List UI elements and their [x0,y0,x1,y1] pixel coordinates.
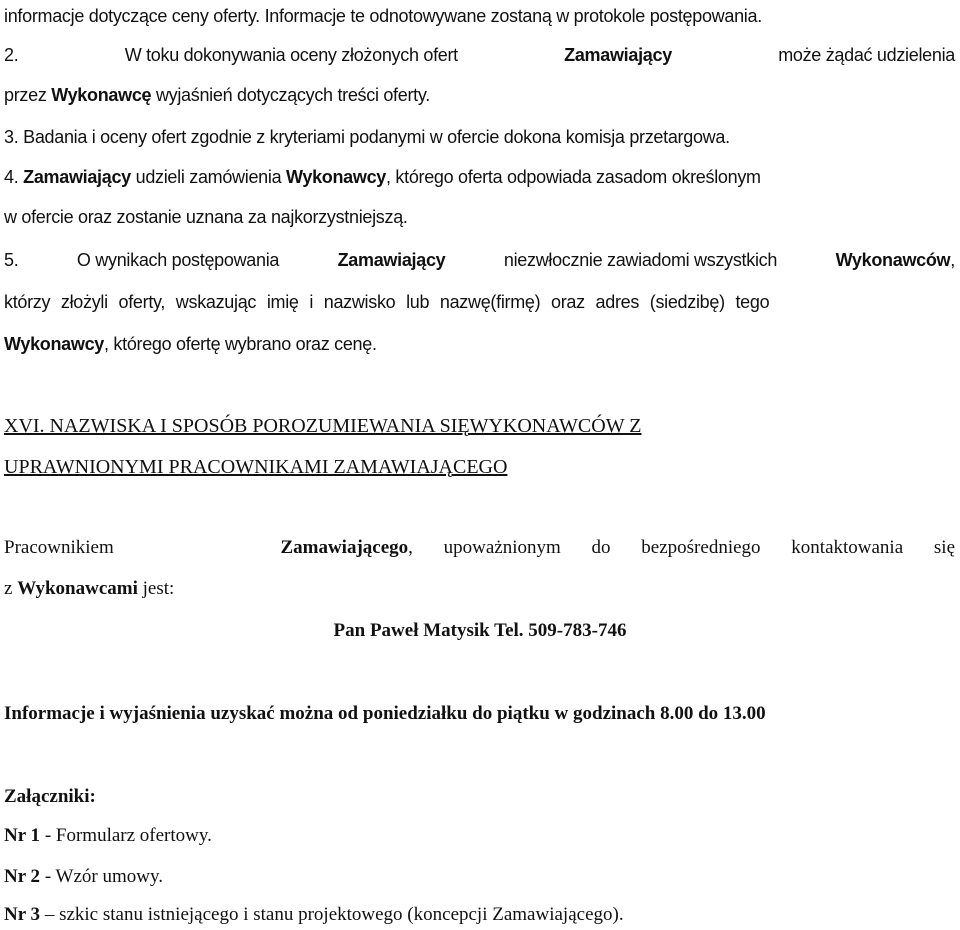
attachment-item [4,904,624,926]
attachments-title-text: Załączniki: [4,786,96,807]
attachment-number: Nr 2 [4,866,41,887]
office-hours-text: Informacje i wyjaśnienia uzyskać można od poniedziałku do piątku w godzinach 8.00 do 13.00 [4,703,766,724]
attachment-item [4,866,163,888]
item-bold-term: Zamawiający [23,167,131,187]
section-heading-line-2 [4,456,507,478]
contact-person [0,620,960,642]
attachment-text: - Wzór umowy. [44,866,164,887]
item-bold-term: Zamawiający [337,250,446,270]
item-text: 3. Badania i oceny ofert zgodnie z kryteriami podanymi w ofercie dokona komisja przetargowa. [4,127,730,147]
list-item-5-line-1 [4,249,955,271]
office-hours [4,703,766,725]
continued-paragraph [4,5,762,27]
paragraph-text: informacje dotyczące ceny oferty. Informacje te odnotowywane zostaną w protokole postępowania. [4,6,762,26]
list-item-5-line-3 [4,333,377,355]
item-text: W toku dokonywania oceny złożonych ofert [124,45,458,65]
list-item-4-line-2 [4,206,408,228]
list-item-5-line-2 [4,291,955,313]
attachment-item [4,825,212,847]
contact-paragraph-line-1 [4,537,955,559]
item-number: 2. [4,45,19,65]
section-heading-text: UPRAWNIONYMI PRACOWNIKAMI ZAMAWIAJĄCEGO [4,456,508,478]
item-text: , którego oferta odpowiada zasadom określonym [386,167,761,187]
attachment-text: - Formularz ofertowy. [44,825,212,846]
contact-paragraph-line-2 [4,578,174,600]
item-bold-term: Wykonawców [835,250,951,270]
contact-person-text: Pan Paweł Matysik Tel. 509-783-746 [333,620,627,641]
paragraph-bold-term: Zamawiającego [280,537,409,558]
item-text: O wynikach postępowania [76,250,280,270]
item-text: którzy złożyli oferty, wskazując imię i nazwisko lub nazwę(firmę) oraz adres (siedzibę) tego [4,292,770,312]
item-bold-term: Zamawiający [564,45,672,65]
attachment-text: – szkic stanu istniejącego i stanu projektowego (koncepcji Zamawiającego). [44,904,624,925]
attachment-number: Nr 3 [4,904,41,925]
paragraph-bold-wrap [280,537,955,559]
item-number: 5. [4,250,19,270]
item-bold-term: Wykonawcy [4,334,105,354]
item-text: może żądać udzielenia [778,45,955,65]
paragraph-text: , upoważnionym do bezpośredniego kontaktowania się [408,537,955,558]
paragraph-text: Pracownikiem [4,537,114,558]
item-text: , którego ofertę wybrano oraz cenę. [104,334,377,354]
section-heading-text: XVI. NAZWISKA I SPOSÓB POROZUMIEWANIA SIĘWYKONAWCÓW Z [4,415,642,437]
list-item-3 [4,126,730,148]
list-item-2-line-2 [4,84,430,106]
item-number: 4. [4,167,19,187]
list-item-2-line-1 [4,44,955,66]
item-text: udzieli zamówienia [135,167,282,187]
item-text: przez [4,85,47,105]
item-text: niezwłocznie zawiadomi wszystkich [503,250,778,270]
section-heading-line-1 [4,415,641,437]
paragraph-text: z [4,578,13,599]
list-item-4-line-1 [4,166,761,188]
paragraph-bold-term: Wykonawcami [17,578,138,599]
item-text: w ofercie oraz zostanie uznana za najkorzystniejszą. [4,207,408,227]
item-bold-term: Wykonawcy [286,167,387,187]
item-bold-term-wrap: Wykonawców, [835,250,955,270]
item-bold-term: Wykonawcę [51,85,152,105]
attachments-title [4,786,96,808]
paragraph-text: jest: [142,578,175,599]
attachment-number: Nr 1 [4,825,41,846]
item-text: wyjaśnień dotyczących treści oferty. [155,85,430,105]
